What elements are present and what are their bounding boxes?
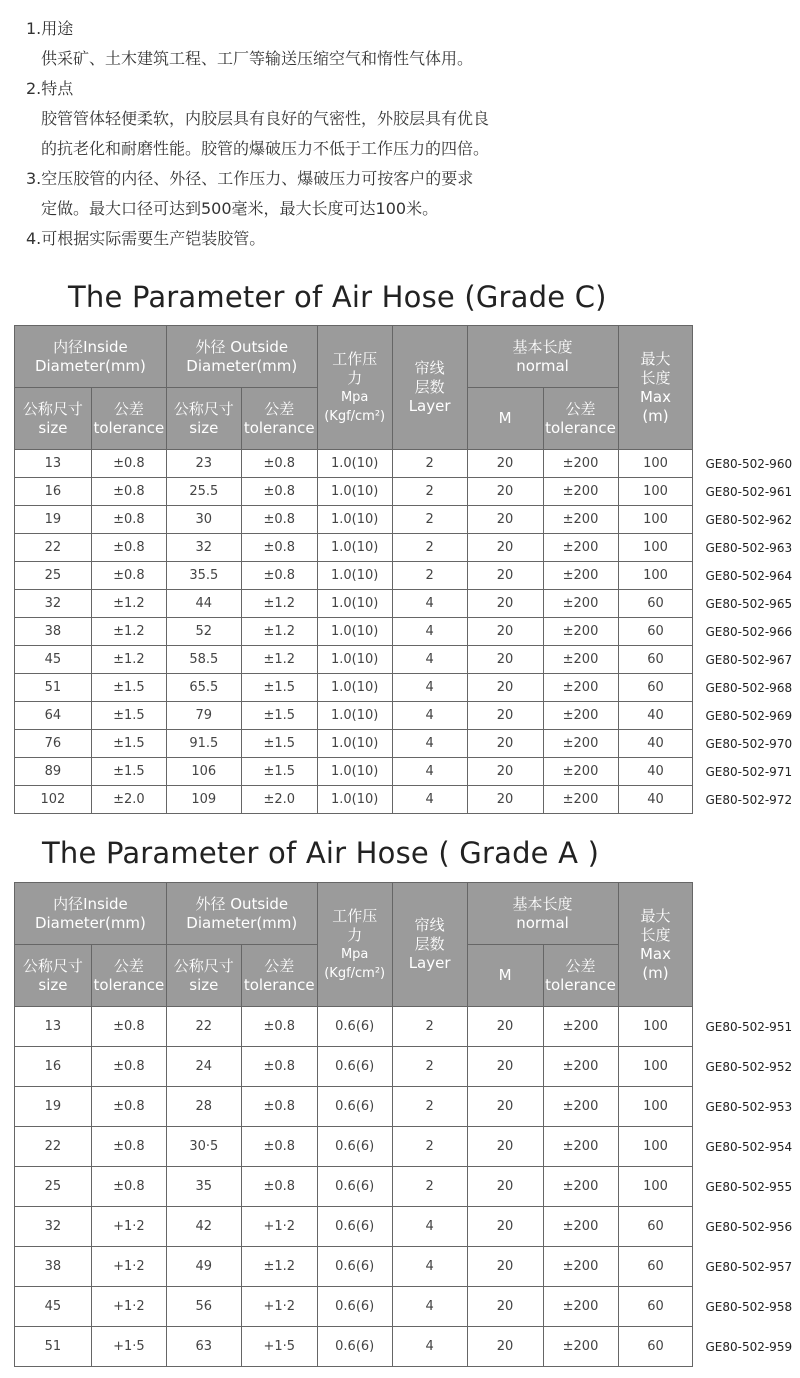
cell-outside-tolerance: ±1.2 xyxy=(241,1247,317,1287)
cell-max-length: 100 xyxy=(618,1087,693,1127)
cell-length-tolerance: ±200 xyxy=(543,1207,618,1247)
cell-working-pressure: 0.6(6) xyxy=(317,1087,392,1127)
cell-length-m: 20 xyxy=(467,1327,543,1367)
cell-max-length: 100 xyxy=(618,1007,693,1047)
cell-working-pressure: 0.6(6) xyxy=(317,1327,392,1367)
cell-working-pressure: 0.6(6) xyxy=(317,1167,392,1207)
cell-layer: 2 xyxy=(392,1087,467,1127)
cell-outside-size: 35.5 xyxy=(166,562,241,590)
cell-working-pressure: 1.0(10) xyxy=(317,562,392,590)
header-outside-tolerance: 公差 tolerance xyxy=(241,388,317,450)
cell-length-tolerance: ±200 xyxy=(543,646,618,674)
header-pressure-cn: 工作压力 xyxy=(332,906,378,944)
cell-max-length: 60 xyxy=(618,1247,693,1287)
cell-outside-tolerance: ±0.8 xyxy=(241,534,317,562)
cell-inside-size: 13 xyxy=(15,1007,92,1047)
cell-layer: 4 xyxy=(392,618,467,646)
cell-outside-size: 22 xyxy=(166,1007,241,1047)
cell-length-m: 20 xyxy=(467,534,543,562)
cell-length-tolerance: ±200 xyxy=(543,1007,618,1047)
cell-length-tolerance: ±200 xyxy=(543,590,618,618)
cell-max-length: 100 xyxy=(618,1127,693,1167)
cell-inside-size: 25 xyxy=(15,1167,92,1207)
cell-inside-size: 19 xyxy=(15,1087,92,1127)
cell-length-tolerance: ±200 xyxy=(543,1127,618,1167)
cell-outside-size: 28 xyxy=(166,1087,241,1127)
intro-line: 的抗老化和耐磨性能。胶管的爆破压力不低于工作压力的四倍。 xyxy=(41,139,490,158)
header-inside-tolerance: 公差 tolerance xyxy=(91,388,166,450)
cell-layer: 4 xyxy=(392,646,467,674)
cell-inside-tolerance: ±0.8 xyxy=(91,1127,166,1167)
header-inside-diameter: 内径Inside Diameter(mm) xyxy=(15,326,167,388)
cell-layer: 4 xyxy=(392,758,467,786)
header-normal-length: 基本长度 normal xyxy=(467,883,618,945)
intro-line: 定做。最大口径可达到500毫米，最大长度可达100米。 xyxy=(41,199,439,218)
cell-working-pressure: 1.0(10) xyxy=(317,758,392,786)
cell-product-code: GE80-502-956 xyxy=(693,1207,800,1247)
cell-outside-size: 30 xyxy=(166,506,241,534)
cell-max-length: 100 xyxy=(618,534,693,562)
cell-product-code: GE80-502-969 xyxy=(693,702,800,730)
table-row xyxy=(15,1127,800,1167)
cell-max-length: 100 xyxy=(618,478,693,506)
table-row xyxy=(15,646,800,674)
cell-inside-size: 25 xyxy=(15,562,92,590)
cell-product-code: GE80-502-952 xyxy=(693,1047,800,1087)
cell-inside-tolerance: ±0.8 xyxy=(91,1007,166,1047)
cell-outside-tolerance: +1·2 xyxy=(241,1207,317,1247)
cell-working-pressure: 1.0(10) xyxy=(317,450,392,478)
cell-inside-tolerance: ±0.8 xyxy=(91,506,166,534)
header-length-tolerance: 公差 tolerance xyxy=(543,945,618,1007)
cell-layer: 2 xyxy=(392,478,467,506)
cell-inside-tolerance: ±0.8 xyxy=(91,562,166,590)
cell-working-pressure: 0.6(6) xyxy=(317,1047,392,1087)
cell-outside-size: 44 xyxy=(166,590,241,618)
cell-inside-size: 102 xyxy=(15,786,92,814)
header-pressure-cn: 工作压力 xyxy=(332,349,378,387)
intro-line: 3.空压胶管的内径、外径、工作压力、爆破压力可按客户的要求 xyxy=(26,169,474,188)
cell-inside-size: 38 xyxy=(15,618,92,646)
cell-max-length: 60 xyxy=(618,618,693,646)
cell-length-m: 20 xyxy=(467,786,543,814)
cell-layer: 4 xyxy=(392,730,467,758)
cell-length-tolerance: ±200 xyxy=(543,730,618,758)
header-length-tolerance: 公差 tolerance xyxy=(543,388,618,450)
intro-line: 2.特点 xyxy=(26,79,74,98)
cell-product-code: GE80-502-968 xyxy=(693,674,800,702)
cell-outside-size: 56 xyxy=(166,1287,241,1327)
cell-working-pressure: 1.0(10) xyxy=(317,730,392,758)
cell-outside-size: 25.5 xyxy=(166,478,241,506)
cell-outside-size: 109 xyxy=(166,786,241,814)
cell-length-tolerance: ±200 xyxy=(543,758,618,786)
title-grade-c: The Parameter of Air Hose (Grade C) xyxy=(68,280,607,314)
cell-outside-tolerance: +1·2 xyxy=(241,1287,317,1327)
cell-layer: 2 xyxy=(392,1047,467,1087)
cell-product-code: GE80-502-972 xyxy=(693,786,800,814)
cell-working-pressure: 1.0(10) xyxy=(317,674,392,702)
table-row xyxy=(15,506,800,534)
cell-outside-tolerance: ±1.5 xyxy=(241,674,317,702)
header-max-length xyxy=(618,326,693,450)
cell-max-length: 100 xyxy=(618,450,693,478)
cell-length-m: 20 xyxy=(467,590,543,618)
cell-outside-tolerance: ±0.8 xyxy=(241,506,317,534)
table-row xyxy=(15,618,800,646)
cell-length-m: 20 xyxy=(467,1167,543,1207)
cell-max-length: 40 xyxy=(618,702,693,730)
header-outside-diameter: 外径 Outside Diameter(mm) xyxy=(166,326,317,388)
table-row xyxy=(15,1327,800,1367)
cell-outside-size: 23 xyxy=(166,450,241,478)
header-normal-length: 基本长度 normal xyxy=(467,326,618,388)
header-layer-en: Layer xyxy=(408,954,451,972)
cell-outside-tolerance: ±2.0 xyxy=(241,786,317,814)
cell-length-tolerance: ±200 xyxy=(543,478,618,506)
cell-layer: 2 xyxy=(392,1167,467,1207)
cell-working-pressure: 1.0(10) xyxy=(317,618,392,646)
cell-inside-tolerance: ±0.8 xyxy=(91,478,166,506)
cell-outside-tolerance: ±0.8 xyxy=(241,1167,317,1207)
cell-inside-size: 45 xyxy=(15,1287,92,1327)
table-row xyxy=(15,730,800,758)
cell-inside-tolerance: +1·5 xyxy=(91,1327,166,1367)
cell-inside-size: 22 xyxy=(15,534,92,562)
cell-outside-size: 106 xyxy=(166,758,241,786)
table-row xyxy=(15,590,800,618)
cell-working-pressure: 1.0(10) xyxy=(317,478,392,506)
table-row xyxy=(15,1167,800,1207)
table-row xyxy=(15,1207,800,1247)
cell-layer: 4 xyxy=(392,1207,467,1247)
cell-working-pressure: 0.6(6) xyxy=(317,1007,392,1047)
header-layer xyxy=(392,883,467,1007)
table-row xyxy=(15,1247,800,1287)
cell-inside-tolerance: ±0.8 xyxy=(91,450,166,478)
cell-product-code: GE80-502-954 xyxy=(693,1127,800,1167)
table-row xyxy=(15,478,800,506)
table-row xyxy=(15,534,800,562)
cell-product-code: GE80-502-964 xyxy=(693,562,800,590)
cell-inside-tolerance: ±0.8 xyxy=(91,1167,166,1207)
header-pressure-unit: Mpa (Kgf/cm²) xyxy=(324,389,386,424)
cell-outside-tolerance: ±0.8 xyxy=(241,562,317,590)
cell-product-code: GE80-502-959 xyxy=(693,1327,800,1367)
table-row xyxy=(15,1047,800,1087)
header-outside-size: 公称尺寸 size xyxy=(166,388,241,450)
title-grade-a: The Parameter of Air Hose ( Grade A ) xyxy=(42,836,600,870)
cell-outside-tolerance: ±1.5 xyxy=(241,702,317,730)
header-pressure-unit: Mpa (Kgf/cm²) xyxy=(324,946,386,981)
cell-outside-size: 79 xyxy=(166,702,241,730)
cell-outside-size: 91.5 xyxy=(166,730,241,758)
cell-length-m: 20 xyxy=(467,674,543,702)
cell-length-m: 20 xyxy=(467,1287,543,1327)
cell-layer: 4 xyxy=(392,1327,467,1367)
header-inside-size: 公称尺寸 size xyxy=(15,945,92,1007)
cell-max-length: 100 xyxy=(618,1167,693,1207)
cell-layer: 2 xyxy=(392,1007,467,1047)
cell-inside-size: 64 xyxy=(15,702,92,730)
header-working-pressure xyxy=(317,883,392,1007)
grade-a-table xyxy=(14,882,800,1367)
cell-layer: 4 xyxy=(392,702,467,730)
cell-layer: 4 xyxy=(392,1287,467,1327)
cell-product-code: GE80-502-961 xyxy=(693,478,800,506)
cell-length-m: 20 xyxy=(467,702,543,730)
cell-working-pressure: 1.0(10) xyxy=(317,702,392,730)
cell-product-code: GE80-502-971 xyxy=(693,758,800,786)
cell-outside-tolerance: ±1.2 xyxy=(241,618,317,646)
cell-length-m: 20 xyxy=(467,506,543,534)
cell-length-tolerance: ±200 xyxy=(543,1287,618,1327)
cell-working-pressure: 1.0(10) xyxy=(317,506,392,534)
header-outside-size: 公称尺寸 size xyxy=(166,945,241,1007)
cell-length-tolerance: ±200 xyxy=(543,674,618,702)
cell-inside-tolerance: ±1.2 xyxy=(91,590,166,618)
cell-length-tolerance: ±200 xyxy=(543,450,618,478)
table-row xyxy=(15,1087,800,1127)
cell-working-pressure: 1.0(10) xyxy=(317,534,392,562)
header-max-length xyxy=(618,883,693,1007)
cell-inside-tolerance: ±0.8 xyxy=(91,534,166,562)
cell-length-tolerance: ±200 xyxy=(543,786,618,814)
cell-layer: 4 xyxy=(392,786,467,814)
cell-outside-tolerance: +1·5 xyxy=(241,1327,317,1367)
cell-product-code: GE80-502-958 xyxy=(693,1287,800,1327)
cell-working-pressure: 0.6(6) xyxy=(317,1127,392,1167)
cell-layer: 4 xyxy=(392,590,467,618)
cell-outside-size: 35 xyxy=(166,1167,241,1207)
grade-c-table xyxy=(14,325,800,814)
intro-line: 胶管管体轻便柔软，内胶层具有良好的气密性，外胶层具有优良 xyxy=(41,109,490,128)
cell-max-length: 60 xyxy=(618,674,693,702)
cell-inside-tolerance: ±2.0 xyxy=(91,786,166,814)
cell-length-m: 20 xyxy=(467,450,543,478)
cell-outside-tolerance: ±0.8 xyxy=(241,1127,317,1167)
cell-inside-tolerance: ±1.5 xyxy=(91,702,166,730)
cell-outside-size: 52 xyxy=(166,618,241,646)
cell-outside-size: 24 xyxy=(166,1047,241,1087)
cell-length-m: 20 xyxy=(467,618,543,646)
cell-max-length: 40 xyxy=(618,730,693,758)
cell-length-tolerance: ±200 xyxy=(543,1047,618,1087)
header-layer-cn: 帘线层数 xyxy=(414,359,445,396)
intro-line: 供采矿、土木建筑工程、工厂等输送压缩空气和惰性气体用。 xyxy=(41,49,474,68)
cell-outside-tolerance: ±0.8 xyxy=(241,478,317,506)
header-layer-en: Layer xyxy=(408,397,451,415)
cell-outside-tolerance: ±0.8 xyxy=(241,1087,317,1127)
cell-outside-size: 49 xyxy=(166,1247,241,1287)
cell-layer: 2 xyxy=(392,534,467,562)
cell-layer: 4 xyxy=(392,674,467,702)
cell-inside-tolerance: ±1.5 xyxy=(91,674,166,702)
cell-outside-tolerance: ±0.8 xyxy=(241,1007,317,1047)
cell-length-tolerance: ±200 xyxy=(543,534,618,562)
cell-length-m: 20 xyxy=(467,730,543,758)
header-blank xyxy=(693,883,800,1007)
cell-outside-size: 65.5 xyxy=(166,674,241,702)
header-inside-diameter: 内径Inside Diameter(mm) xyxy=(15,883,167,945)
header-layer xyxy=(392,326,467,450)
cell-layer: 4 xyxy=(392,1247,467,1287)
cell-product-code: GE80-502-963 xyxy=(693,534,800,562)
cell-product-code: GE80-502-965 xyxy=(693,590,800,618)
cell-length-m: 20 xyxy=(467,1047,543,1087)
table-row xyxy=(15,1287,800,1327)
cell-layer: 2 xyxy=(392,450,467,478)
table-row xyxy=(15,1007,800,1047)
intro-line: 4.可根据实际需要生产铠装胶管。 xyxy=(26,229,266,248)
cell-inside-tolerance: +1·2 xyxy=(91,1247,166,1287)
header-working-pressure xyxy=(317,326,392,450)
header-blank xyxy=(693,326,800,450)
table-row xyxy=(15,786,800,814)
cell-length-tolerance: ±200 xyxy=(543,1247,618,1287)
header-inside-tolerance: 公差 tolerance xyxy=(91,945,166,1007)
intro-text xyxy=(26,14,786,254)
cell-inside-size: 38 xyxy=(15,1247,92,1287)
cell-inside-tolerance: +1·2 xyxy=(91,1287,166,1327)
cell-inside-tolerance: ±1.5 xyxy=(91,730,166,758)
cell-working-pressure: 1.0(10) xyxy=(317,786,392,814)
cell-inside-size: 45 xyxy=(15,646,92,674)
header-max-cn: 最大长度 xyxy=(640,349,671,387)
cell-length-tolerance: ±200 xyxy=(543,1327,618,1367)
cell-outside-size: 58.5 xyxy=(166,646,241,674)
header-length-m: M xyxy=(467,945,543,1007)
cell-working-pressure: 0.6(6) xyxy=(317,1207,392,1247)
cell-length-m: 20 xyxy=(467,646,543,674)
cell-outside-size: 42 xyxy=(166,1207,241,1247)
cell-length-m: 20 xyxy=(467,758,543,786)
cell-inside-size: 16 xyxy=(15,1047,92,1087)
cell-working-pressure: 1.0(10) xyxy=(317,646,392,674)
table-row xyxy=(15,674,800,702)
cell-product-code: GE80-502-960 xyxy=(693,450,800,478)
cell-max-length: 60 xyxy=(618,1327,693,1367)
cell-max-length: 60 xyxy=(618,646,693,674)
cell-max-length: 60 xyxy=(618,1287,693,1327)
cell-product-code: GE80-502-951 xyxy=(693,1007,800,1047)
header-length-m: M xyxy=(467,388,543,450)
cell-length-m: 20 xyxy=(467,1007,543,1047)
cell-max-length: 100 xyxy=(618,562,693,590)
table-row xyxy=(15,702,800,730)
cell-outside-tolerance: ±1.5 xyxy=(241,758,317,786)
cell-product-code: GE80-502-953 xyxy=(693,1087,800,1127)
cell-length-tolerance: ±200 xyxy=(543,618,618,646)
cell-inside-size: 51 xyxy=(15,1327,92,1367)
cell-product-code: GE80-502-967 xyxy=(693,646,800,674)
cell-layer: 2 xyxy=(392,506,467,534)
table-row xyxy=(15,450,800,478)
cell-working-pressure: 1.0(10) xyxy=(317,590,392,618)
cell-inside-tolerance: +1·2 xyxy=(91,1207,166,1247)
cell-working-pressure: 0.6(6) xyxy=(317,1247,392,1287)
intro-line: 1.用途 xyxy=(26,19,74,38)
header-max-en: Max (m) xyxy=(639,944,671,982)
cell-length-tolerance: ±200 xyxy=(543,1167,618,1207)
cell-length-m: 20 xyxy=(467,1127,543,1167)
cell-max-length: 40 xyxy=(618,786,693,814)
cell-inside-size: 16 xyxy=(15,478,92,506)
cell-max-length: 60 xyxy=(618,590,693,618)
header-max-en: Max (m) xyxy=(639,387,671,425)
cell-outside-tolerance: ±1.5 xyxy=(241,730,317,758)
cell-inside-tolerance: ±1.2 xyxy=(91,646,166,674)
cell-inside-size: 13 xyxy=(15,450,92,478)
cell-length-tolerance: ±200 xyxy=(543,506,618,534)
cell-outside-tolerance: ±1.2 xyxy=(241,646,317,674)
cell-outside-tolerance: ±1.2 xyxy=(241,590,317,618)
cell-inside-size: 32 xyxy=(15,1207,92,1247)
cell-length-tolerance: ±200 xyxy=(543,1087,618,1127)
header-outside-diameter: 外径 Outside Diameter(mm) xyxy=(166,883,317,945)
header-outside-tolerance: 公差 tolerance xyxy=(241,945,317,1007)
cell-max-length: 100 xyxy=(618,506,693,534)
cell-max-length: 100 xyxy=(618,1047,693,1087)
cell-inside-tolerance: ±0.8 xyxy=(91,1047,166,1087)
cell-product-code: GE80-502-966 xyxy=(693,618,800,646)
cell-inside-size: 22 xyxy=(15,1127,92,1167)
cell-inside-tolerance: ±1.5 xyxy=(91,758,166,786)
header-layer-cn: 帘线层数 xyxy=(414,916,445,953)
cell-layer: 2 xyxy=(392,562,467,590)
cell-length-m: 20 xyxy=(467,1207,543,1247)
cell-product-code: GE80-502-955 xyxy=(693,1167,800,1207)
cell-outside-tolerance: ±0.8 xyxy=(241,1047,317,1087)
cell-length-m: 20 xyxy=(467,478,543,506)
cell-product-code: GE80-502-957 xyxy=(693,1247,800,1287)
cell-length-tolerance: ±200 xyxy=(543,562,618,590)
cell-outside-size: 32 xyxy=(166,534,241,562)
cell-inside-size: 51 xyxy=(15,674,92,702)
cell-inside-size: 89 xyxy=(15,758,92,786)
header-inside-size: 公称尺寸 size xyxy=(15,388,92,450)
cell-outside-tolerance: ±0.8 xyxy=(241,450,317,478)
cell-max-length: 60 xyxy=(618,1207,693,1247)
cell-length-m: 20 xyxy=(467,1247,543,1287)
cell-working-pressure: 0.6(6) xyxy=(317,1287,392,1327)
cell-inside-tolerance: ±0.8 xyxy=(91,1087,166,1127)
cell-inside-size: 19 xyxy=(15,506,92,534)
cell-outside-size: 63 xyxy=(166,1327,241,1367)
cell-length-m: 20 xyxy=(467,1087,543,1127)
cell-inside-size: 76 xyxy=(15,730,92,758)
cell-length-m: 20 xyxy=(467,562,543,590)
table-row xyxy=(15,758,800,786)
table-row xyxy=(15,562,800,590)
cell-max-length: 40 xyxy=(618,758,693,786)
cell-inside-size: 32 xyxy=(15,590,92,618)
cell-inside-tolerance: ±1.2 xyxy=(91,618,166,646)
cell-product-code: GE80-502-970 xyxy=(693,730,800,758)
header-max-cn: 最大长度 xyxy=(640,906,671,944)
cell-length-tolerance: ±200 xyxy=(543,702,618,730)
cell-product-code: GE80-502-962 xyxy=(693,506,800,534)
cell-outside-size: 30·5 xyxy=(166,1127,241,1167)
cell-layer: 2 xyxy=(392,1127,467,1167)
